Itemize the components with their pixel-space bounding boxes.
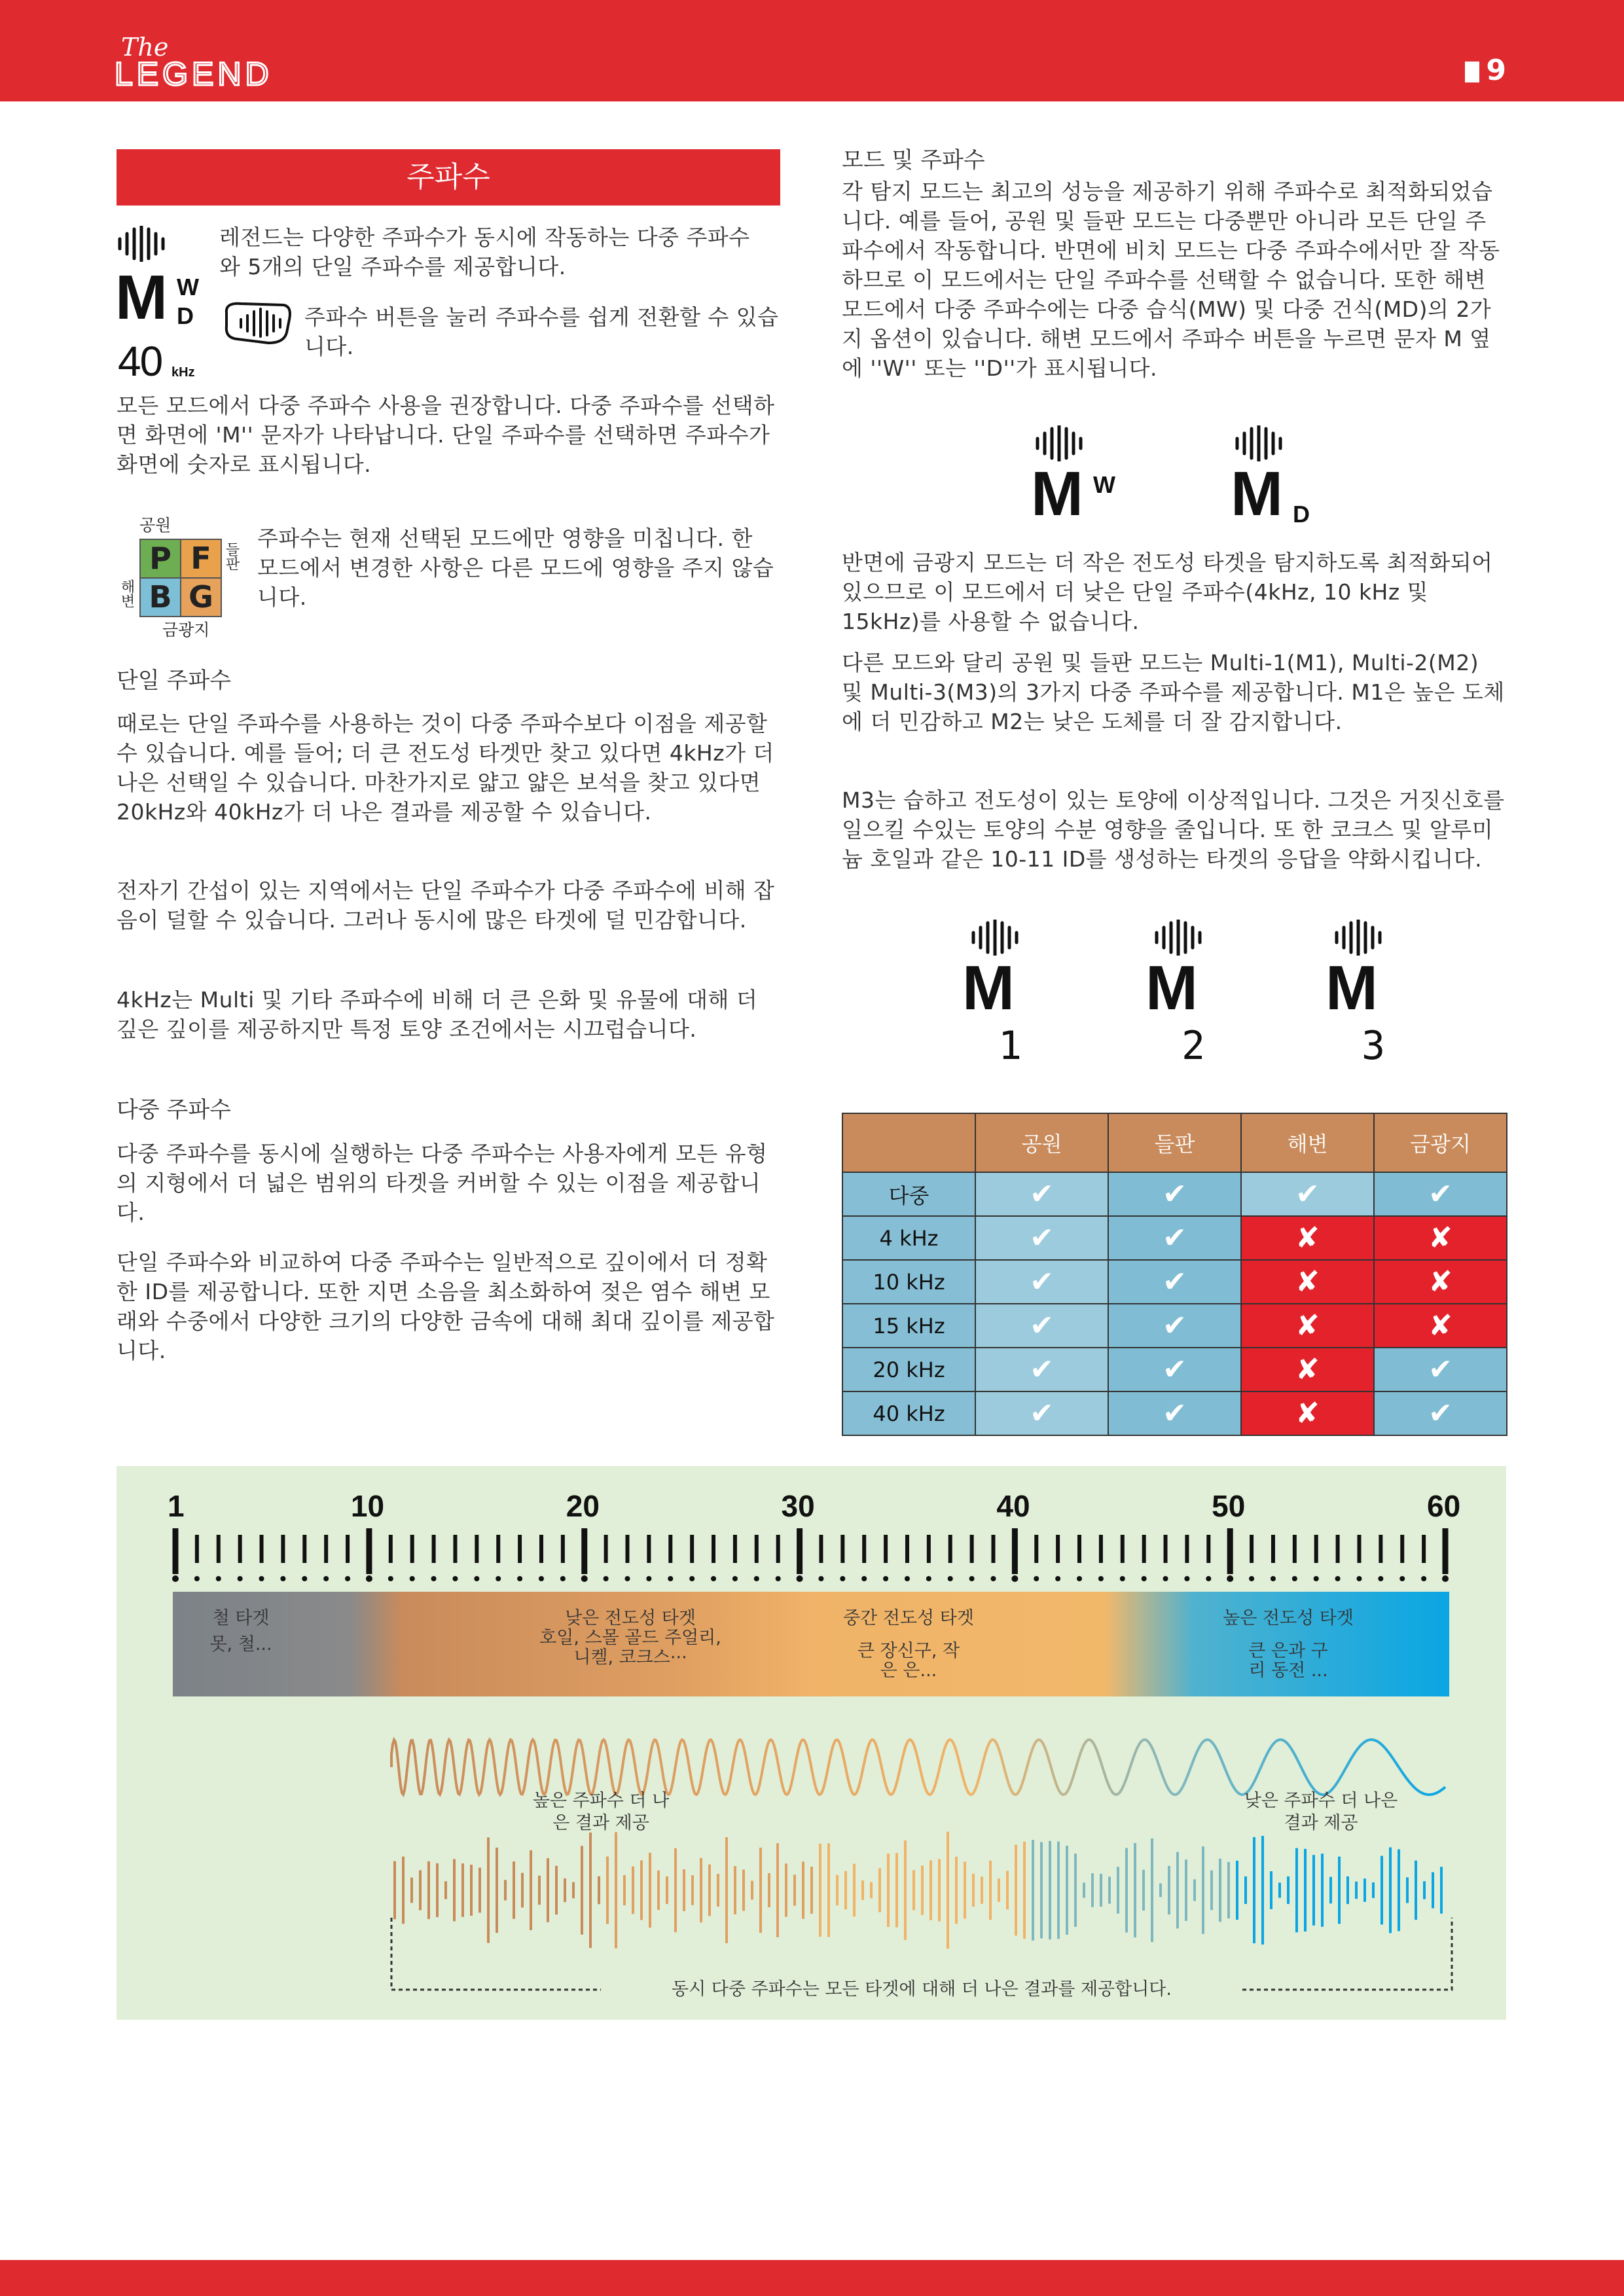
- scale-tick-dot: [1335, 1576, 1341, 1581]
- multi-frequency-wave-icon: [117, 226, 166, 262]
- check-icon: [1374, 1172, 1507, 1216]
- multi-para-1: 다중 주파수를 동시에 실행하는 다중 주파수는 사용자에게 모든 유형의 지형에서 더 넓은 범위의 타겟을 커버할 수 있는 이점을 제공합니다.: [117, 1141, 768, 1225]
- cell-mark: ✔: [1428, 1353, 1453, 1386]
- cell-mark: ✔: [1030, 1177, 1054, 1211]
- scale-tick-dot: [1184, 1576, 1189, 1581]
- multi-para-2: 단일 주파수와 비교하여 다중 주파수는 일반적으로 깊이에서 더 정확한 ID를 제공합니다. 또한 지면 소음을 최소화하여 젖은 염수 해변 모래와 수중에서 다양한 크기의 다양한 금속에 대해 최대 깊이를 제공합니다.: [117, 1249, 775, 1363]
- scale-tick-dot: [1227, 1575, 1233, 1582]
- logo-wordmark: LEGEND: [115, 56, 273, 92]
- md-m-letter: M: [1231, 459, 1283, 529]
- single-para-3: 4kHz는 Multi 및 기타 주파수에 비해 더 큰 은화 및 유물에 대해 더 깊은 깊이를 제공하지만 특정 토양 조건에서는 시끄럽습니다.: [117, 987, 758, 1042]
- check-icon: [1374, 1348, 1507, 1391]
- scale-tick-dot: [818, 1576, 823, 1581]
- check-icon: [975, 1216, 1108, 1260]
- cell-mark: ✘: [1428, 1265, 1453, 1299]
- single-para-2: 전자기 간섭이 있는 지역에서는 단일 주파수가 다중 주파수에 비해 잡음이 덜할 수 있습니다. 그러나 동시에 많은 타겟에 덜 민감합니다.: [117, 878, 775, 933]
- low-frequency-caption: 낮은 주파수 더 나은 결과 제공: [1244, 1791, 1398, 1833]
- cell-mark: ✔: [1163, 1353, 1187, 1386]
- single-frequency-heading: 단일 주파수: [117, 668, 232, 694]
- row-label: 15 kHz: [842, 1304, 975, 1348]
- scale-tick-dot: [302, 1576, 307, 1581]
- multi-m-letter: M: [962, 953, 1015, 1023]
- scale-tick-dot: [216, 1576, 221, 1581]
- multi-2-icon: [1146, 920, 1218, 1077]
- scale-tick-dot: [840, 1576, 845, 1581]
- band-low-conductive: 낮은 전도성 타겟 호일, 스몰 골드 주얼리, 니켈, 코크스···: [539, 1608, 721, 1668]
- cross-icon: [1241, 1348, 1374, 1391]
- cell-mark: ✔: [1030, 1265, 1054, 1299]
- scale-tick-dot: [1314, 1576, 1319, 1581]
- cell-mark: ✔: [1030, 1353, 1054, 1386]
- table-row: [842, 1260, 1507, 1304]
- legend-logo: [115, 29, 370, 92]
- check-icon: [1241, 1172, 1374, 1216]
- scale-tick-dot: [1292, 1576, 1297, 1581]
- cell-mark: ✔: [1030, 1309, 1054, 1342]
- scale-tick-dot: [625, 1576, 630, 1581]
- beach-cell: B: [139, 577, 181, 617]
- band-ferrous: 철 타겟 못, 철...: [209, 1608, 272, 1655]
- table-header-beach: 해변: [1241, 1113, 1374, 1172]
- multi-1-icon: [962, 920, 1034, 1077]
- table-header-park: 공원: [975, 1113, 1108, 1172]
- scale-tick-dot: [754, 1576, 759, 1581]
- scale-tick-dot: [1249, 1576, 1254, 1581]
- cross-icon: [1241, 1304, 1374, 1348]
- park-cell: P: [139, 539, 181, 579]
- table-header-field: 들판: [1108, 1113, 1241, 1172]
- row-label: 40 kHz: [842, 1391, 975, 1435]
- scale-tick-dot: [560, 1576, 566, 1581]
- scale-number: 60: [1427, 1489, 1461, 1523]
- cell-mark: ✘: [1295, 1397, 1320, 1430]
- scale-number: 20: [566, 1489, 600, 1523]
- frequency-button-icon: [221, 300, 293, 347]
- scale-tick-dot: [604, 1576, 609, 1581]
- row-label: 4 kHz: [842, 1216, 975, 1260]
- scale-tick-dot: [1163, 1576, 1168, 1581]
- check-icon: [975, 1304, 1108, 1348]
- scale-tick-dot: [581, 1575, 588, 1582]
- scale-tick-dot: [1271, 1576, 1276, 1581]
- scale-tick-dot: [969, 1576, 975, 1581]
- scale-tick-dot: [689, 1576, 695, 1581]
- scale-tick-dot: [323, 1576, 329, 1581]
- band-high-conductive: 높은 전도성 타겟 큰 은과 구리 동전 ...: [1223, 1608, 1354, 1681]
- table-header-row: [842, 1113, 1507, 1172]
- multi-number: 1: [998, 1023, 1022, 1069]
- page-number: 9: [1465, 54, 1506, 87]
- document-icon: [1465, 62, 1479, 82]
- check-icon: [975, 1172, 1108, 1216]
- beach-label: 해변: [118, 579, 135, 608]
- scale-tick-dot: [1356, 1576, 1362, 1581]
- cell-mark: ✔: [1163, 1265, 1187, 1299]
- check-icon: [1108, 1304, 1241, 1348]
- frequency-title: 주파수: [117, 149, 780, 206]
- scale-number: 50: [1212, 1489, 1246, 1523]
- scale-tick-dot: [517, 1576, 522, 1581]
- cell-mark: ✔: [1030, 1397, 1054, 1430]
- scale-tick-dot: [496, 1576, 501, 1581]
- cell-mark: ✔: [1428, 1177, 1453, 1211]
- cell-mark: ✔: [1163, 1221, 1187, 1255]
- check-icon: [1108, 1172, 1241, 1216]
- scale-tick-dot: [1421, 1576, 1426, 1581]
- cell-mark: ✘: [1295, 1353, 1320, 1386]
- multi-number: 2: [1182, 1023, 1206, 1069]
- cell-mark: ✘: [1295, 1265, 1320, 1299]
- intro-text: 레전드는 다양한 주파수가 동시에 작동하는 다중 주파수와 5개의 단일 주파수를 제공합니다.: [219, 224, 750, 279]
- mw-w-letter: W: [1093, 471, 1115, 498]
- scale-tick-dot: [1034, 1576, 1039, 1581]
- scale-tick-dot: [345, 1576, 350, 1581]
- cell-mark: ✔: [1295, 1177, 1320, 1211]
- multi-m-letter: M: [1326, 953, 1378, 1023]
- cross-icon: [1374, 1216, 1507, 1260]
- scale-number: 30: [781, 1489, 815, 1523]
- header-bar: [0, 0, 1624, 101]
- cell-mark: ✔: [1030, 1221, 1054, 1255]
- check-icon: [1108, 1391, 1241, 1435]
- scale-number: 40: [996, 1489, 1030, 1523]
- scale-tick-dot: [238, 1576, 243, 1581]
- scale-tick-dot: [926, 1576, 931, 1581]
- multi-frequency-caption: 동시 다중 주파수는 모든 타겟에 대해 더 나은 결과를 제공합니다.: [672, 1979, 1172, 2000]
- table-row: [842, 1348, 1507, 1391]
- scale-tick-dot: [797, 1575, 803, 1582]
- scale-tick-dot: [1011, 1575, 1018, 1582]
- cell-mark: ✘: [1295, 1221, 1320, 1255]
- scale-tick-dot: [646, 1576, 651, 1581]
- check-icon: [1374, 1391, 1507, 1435]
- row-label: 다중: [842, 1172, 975, 1216]
- modes-para-1: 각 탐지 모드는 최고의 성능을 제공하기 위해 주파수로 최적화되었습니다. 예를 들어, 공원 및 들판 모드는 다중뿐만 아니라 모든 단일 주파수에서 작동합니다. 반면에 비치 모드는 다중 주파수에서만 잘 작동하므로 이 모드에서는 단일 주파수를 선택할 수 없습니다. 또한 해변 모드에서 다중 주파수에는 다중 습식(MW) 및 다중 건식(MD)의 2가지 옵션이 있습니다. 해변 모드에서 주파수 버튼을 누르면 문자 M 옆에 ''W'' 또는 ''D''가 표시됩니다.: [842, 179, 1500, 381]
- scale-tick-dot: [452, 1576, 458, 1581]
- scale-tick-dot: [539, 1576, 544, 1581]
- modes-para-4: M3는 습하고 전도성이 있는 토양에 이상적입니다. 그것은 거짓신호를 일으킬 수있는 토양의 수분 영향을 줄입니다. 또 한 코크스 및 알루미늄 호일과 같은 10-11 ID를 생성하는 타겟의 응답을 약화시킵니다.: [842, 787, 1505, 872]
- gold-label: 금광지: [162, 620, 210, 639]
- table-row: [842, 1216, 1507, 1260]
- frequency-wave: [391, 1740, 1445, 1795]
- cell-mark: ✘: [1428, 1221, 1453, 1255]
- modes-para-3: 다른 모드와 달리 공원 및 들판 모드는 Multi-1(M1), Multi-2(M2) 및 Multi-3(M3)의 3가지 다중 주파수를 제공합니다. M1은 높은 도체에 더 민감하고 M2는 낮은 도체를 더 잘 감지합니다.: [842, 650, 1505, 734]
- scale-tick-dot: [388, 1576, 393, 1581]
- scale-tick-dot: [1142, 1576, 1147, 1581]
- scale-tick-dot: [990, 1576, 996, 1581]
- multi-m-letter: M: [1146, 953, 1198, 1023]
- field-label: 들판: [223, 542, 240, 571]
- check-icon: [1108, 1260, 1241, 1304]
- scale-ticks: [172, 1528, 1449, 1582]
- modes-and-frequency-heading: 모드 및 주파수: [842, 147, 985, 173]
- cell-mark: ✘: [1295, 1309, 1320, 1342]
- conductivity-scale: [117, 1466, 1506, 2020]
- field-cell: F: [180, 539, 222, 579]
- scale-tick-dot: [172, 1575, 179, 1582]
- table-row: [842, 1391, 1507, 1435]
- conductivity-scale-panel: [117, 1466, 1506, 2020]
- row-label: 20 kHz: [842, 1348, 975, 1391]
- scale-tick-dot: [776, 1576, 781, 1581]
- cross-icon: [1241, 1216, 1374, 1260]
- scale-tick-dot: [1077, 1576, 1082, 1581]
- scale-tick-dot: [280, 1576, 285, 1581]
- recommend-multi-text: 모든 모드에서 다중 주파수 사용을 권장합니다. 다중 주파수를 선택하면 화면에 'M'' 문자가 나타납니다. 단일 주파수를 선택하면 주파수가 화면에 숫자로 표시됩니다.: [117, 393, 775, 477]
- footer-bar: [0, 2260, 1624, 2296]
- table-row: [842, 1304, 1507, 1348]
- scale-number: 1: [168, 1489, 185, 1523]
- scale-tick-dot: [1120, 1576, 1125, 1581]
- multi-frequency-bars: [395, 1832, 1441, 1949]
- scale-tick-dot: [1442, 1575, 1449, 1582]
- cross-icon: [1241, 1260, 1374, 1304]
- multi-dry-wave-icon: [1234, 425, 1283, 461]
- scale-tick-dot: [711, 1576, 716, 1581]
- mode-w-letter: W: [177, 274, 199, 300]
- high-frequency-caption: 높은 주파수 더 나은 결과 제공: [532, 1791, 670, 1833]
- gold-cell: G: [180, 577, 222, 617]
- check-icon: [1108, 1348, 1241, 1391]
- band-mid-conductive: 중간 전도성 타겟 큰 장신구, 작은 은...: [843, 1608, 974, 1681]
- scale-tick-dot: [1206, 1576, 1211, 1581]
- scale-tick-dot: [861, 1576, 867, 1581]
- frequency-mode-table: [842, 1113, 1507, 1436]
- scale-tick-dot: [1055, 1576, 1060, 1581]
- multi-number: 3: [1362, 1023, 1386, 1069]
- scale-tick-dot: [732, 1576, 738, 1581]
- scale-tick-dot: [1399, 1576, 1405, 1581]
- scale-number: 10: [350, 1489, 385, 1523]
- park-label: 공원: [139, 516, 171, 535]
- cell-mark: ✔: [1163, 1177, 1187, 1211]
- mode-d-letter: D: [177, 302, 194, 329]
- logo-script: The: [121, 33, 169, 62]
- scale-tick-dot: [259, 1576, 264, 1581]
- scale-tick-dot: [668, 1576, 673, 1581]
- scale-tick-dot: [883, 1576, 888, 1581]
- md-d-letter: D: [1293, 501, 1310, 528]
- scale-tick-dot: [1098, 1576, 1104, 1581]
- scale-tick-dot: [948, 1576, 953, 1581]
- khz-unit: kHz: [171, 365, 195, 380]
- multi-frequency-heading: 다중 주파수: [117, 1097, 232, 1123]
- cell-mark: ✔: [1428, 1397, 1453, 1430]
- check-icon: [975, 1391, 1108, 1435]
- multi-wet-wave-icon: [1034, 425, 1083, 461]
- single-para-1: 때로는 단일 주파수를 사용하는 것이 다중 주파수보다 이점을 제공할 수 있습니다. 예를 들어; 더 큰 전도성 타겟만 찾고 있다면 4kHz가 더 나은 선택일 수 있습니다. 마찬가지로 얇고 얇은 보석을 찾고 있다면 20kHz와 40kHz가 더 나은 결과를 제공할 수 있습니다.: [117, 711, 774, 825]
- check-icon: [975, 1260, 1108, 1304]
- mw-m-letter: M: [1031, 459, 1083, 529]
- table-header-corner: [842, 1113, 975, 1172]
- scale-tick-dot: [194, 1576, 200, 1581]
- check-icon: [975, 1348, 1108, 1391]
- modes-para-2: 반면에 금광지 모드는 더 작은 전도성 타겟을 탐지하도록 최적화되어 있으므로 이 모드에서 더 낮은 단일 주파수(4kHz, 10 kHz 및 15kHz)를 사용할 수 없습니다.: [842, 550, 1493, 634]
- check-icon: [1108, 1216, 1241, 1260]
- scale-tick-dot: [1378, 1576, 1383, 1581]
- cell-mark: ✔: [1163, 1309, 1187, 1342]
- scale-tick-dot: [905, 1576, 910, 1581]
- scale-tick-dot: [431, 1576, 437, 1581]
- scale-tick-dot: [410, 1576, 415, 1581]
- multi-3-icon: [1326, 920, 1398, 1077]
- mode-m-letter: M: [115, 262, 168, 332]
- cross-icon: [1241, 1391, 1374, 1435]
- mode-grid-icon: [117, 512, 247, 640]
- cross-icon: [1374, 1260, 1507, 1304]
- frequency-40-digits: 40: [118, 338, 162, 385]
- cell-mark: ✔: [1163, 1397, 1187, 1430]
- scale-tick-dot: [474, 1576, 479, 1581]
- table-header-gold: 금광지: [1374, 1113, 1507, 1172]
- cross-icon: [1374, 1304, 1507, 1348]
- scale-tick-dot: [366, 1575, 372, 1582]
- table-row: [842, 1172, 1507, 1216]
- mode-only-text: 주파수는 현재 선택된 모드에만 영향을 미칩니다. 한 모드에서 변경한 사항은 다른 모드에 영향을 주지 않습니다.: [257, 526, 774, 610]
- cell-mark: ✘: [1428, 1309, 1453, 1342]
- frequency-button-note: 주파수 버튼을 눌러 주파수를 쉽게 전환할 수 있습니다.: [304, 304, 779, 359]
- row-label: 10 kHz: [842, 1260, 975, 1304]
